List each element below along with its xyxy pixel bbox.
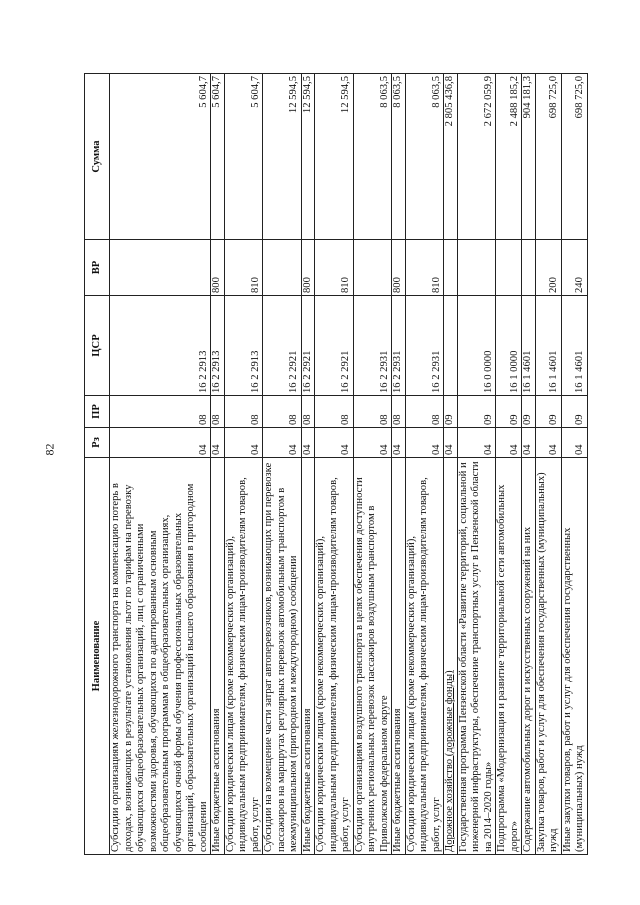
row-name: Иные бюджетные ассигнования: [392, 458, 406, 855]
row-vr: [110, 240, 211, 296]
row-pr: 08: [405, 396, 444, 428]
row-pr: 09: [496, 396, 522, 428]
row-rz: 04: [444, 428, 458, 458]
row-vr: [263, 240, 302, 296]
page-number: 82: [42, 443, 57, 456]
row-rz: 04: [315, 428, 354, 458]
row-pr: 08: [263, 396, 302, 428]
row-sum: 8 063,5: [405, 74, 444, 240]
table-row: [535, 74, 561, 855]
row-pr: 09: [457, 396, 496, 428]
row-csr: 16 2 2913: [110, 296, 211, 396]
row-name: Субсидии на возмещение части затрат автоперевозчиков, возникающих при перевозке пассажиров на маршрутах регулярных перевозок автомобильным транспортом в межмуниципальном (пригородном и междугородном) сообщении: [263, 458, 302, 855]
row-csr: 16 2 2913: [211, 296, 225, 396]
row-rz: 04: [392, 428, 406, 458]
row-name: Иные бюджетные ассигнования: [211, 458, 225, 855]
row-rz: 04: [535, 428, 561, 458]
row-csr: 16 2 2931: [392, 296, 406, 396]
row-sum: 12 594,5: [263, 74, 302, 240]
table-row: [224, 74, 263, 855]
row-rz: 04: [110, 428, 211, 458]
row-sum: 8 063,5: [353, 74, 392, 240]
row-name: Иные бюджетные ассигнования: [301, 458, 315, 855]
row-pr: 09: [444, 396, 458, 428]
table-row: [353, 74, 392, 855]
row-name: Иные закупки товаров, работ и услуг для обеспечения государственных (муниципальных) нужд: [561, 458, 587, 855]
row-name: Дорожное хозяйство (дорожные фонды): [444, 458, 458, 855]
row-pr: 09: [561, 396, 587, 428]
row-vr: 800: [211, 240, 225, 296]
row-pr: 08: [353, 396, 392, 428]
row-vr: 240: [561, 240, 587, 296]
row-csr: 16 2 2921: [263, 296, 302, 396]
header-rz: Рз: [85, 428, 110, 458]
row-name: Закупка товаров, работ и услуг для обеспечения государственных (муниципальных) нужд: [535, 458, 561, 855]
table-row: [444, 74, 458, 855]
row-vr: [353, 240, 392, 296]
row-csr: 16 1 4601: [535, 296, 561, 396]
row-rz: 04: [211, 428, 225, 458]
row-csr: 16 1 4601: [561, 296, 587, 396]
row-name: Государственная программа Пензенской области «Развитие территорий, социальной и инженерной инфраструктуры, обеспечение транспортных услуг в Пензенской области на 2014–2020 годы»: [457, 458, 496, 855]
row-name: Подпрограмма «Модернизация и развитие территориальной сети автомобильных дорог»: [496, 458, 522, 855]
table-row: [301, 74, 315, 855]
row-rz: 04: [561, 428, 587, 458]
row-rz: 04: [301, 428, 315, 458]
table-row: [405, 74, 444, 855]
row-rz: 04: [263, 428, 302, 458]
row-name: Субсидии юридическим лицам (кроме некоммерческих организаций), индивидуальным предпринимателям, физическим лицам-производителям товаров, работ, услуг: [315, 458, 354, 855]
row-sum: 2 488 185,2: [496, 74, 522, 240]
table-body: [110, 74, 588, 855]
row-vr: [522, 240, 536, 296]
row-sum: 698 725,0: [535, 74, 561, 240]
header-pr: ПР: [85, 396, 110, 428]
row-pr: 08: [224, 396, 263, 428]
header-sum: Сумма: [85, 74, 110, 240]
table-header-row: [85, 74, 110, 855]
row-vr: [496, 240, 522, 296]
row-sum: 698 725,0: [561, 74, 587, 240]
row-vr: [444, 240, 458, 296]
row-rz: 04: [496, 428, 522, 458]
table-row: [110, 74, 211, 855]
table-row: [211, 74, 225, 855]
row-pr: 09: [535, 396, 561, 428]
row-name: Субсидии юридическим лицам (кроме некоммерческих организаций), индивидуальным предпринимателям, физическим лицам-производителям товаров, работ, услуг: [224, 458, 263, 855]
row-csr: 16 2 2921: [315, 296, 354, 396]
row-vr: 810: [405, 240, 444, 296]
row-csr: 16 2 2921: [301, 296, 315, 396]
row-vr: 810: [224, 240, 263, 296]
row-sum: 5 604,7: [224, 74, 263, 240]
row-name: Субсидии юридическим лицам (кроме некоммерческих организаций), индивидуальным предпринимателям, физическим лицам-производителям товаров, работ, услуг: [405, 458, 444, 855]
row-sum: 8 063,5: [392, 74, 406, 240]
header-csr: ЦСР: [85, 296, 110, 396]
row-pr: 09: [522, 396, 536, 428]
table-row: [457, 74, 496, 855]
row-pr: 08: [315, 396, 354, 428]
row-name: Субсидии организациям железнодорожного транспорта на компенсацию потерь в доходах, возникающих в результате установления льгот по тарифам на перевозку обучающихся общеобразовательных организаций, лиц с ограниченными возможностями здоровья, обучающихся по адаптированным основным общеобразовательным программам в общеобразовательных организациях, обучающихся очной формы обучения профессиональных образовательных организаций, образовательных организаций высшего образования в пригородном сообщении: [110, 458, 211, 855]
table-row: [263, 74, 302, 855]
row-csr: 16 1 0000: [496, 296, 522, 396]
row-name: Субсидии организациям воздушного транспорта в целях обеспечения доступности внутренних региональных перевозок пассажиров воздушным транспортом в Приволжском федеральном округе: [353, 458, 392, 855]
table-row: [522, 74, 536, 855]
row-vr: 810: [315, 240, 354, 296]
row-vr: [457, 240, 496, 296]
row-rz: 04: [522, 428, 536, 458]
row-sum: 12 594,5: [315, 74, 354, 240]
row-sum: 12 594,5: [301, 74, 315, 240]
row-pr: 08: [301, 396, 315, 428]
header-name: Наименование: [85, 458, 110, 855]
header-vr: ВР: [85, 240, 110, 296]
row-name: Содержание автомобильных дорог и искусственных сооружений на них: [522, 458, 536, 855]
table-row: [392, 74, 406, 855]
row-csr: 16 0 0000: [457, 296, 496, 396]
row-pr: 08: [392, 396, 406, 428]
row-sum: 2 672 059,9: [457, 74, 496, 240]
budget-table: [84, 73, 588, 855]
row-pr: 08: [211, 396, 225, 428]
row-sum: 5 604,7: [110, 74, 211, 240]
row-pr: 08: [110, 396, 211, 428]
row-vr: 800: [392, 240, 406, 296]
row-sum: 904 181,3: [522, 74, 536, 240]
table-row: [561, 74, 587, 855]
row-rz: 04: [405, 428, 444, 458]
row-csr: 16 1 4601: [522, 296, 536, 396]
row-rz: 04: [457, 428, 496, 458]
row-csr: [444, 296, 458, 396]
row-vr: 200: [535, 240, 561, 296]
row-rz: 04: [353, 428, 392, 458]
table-row: [496, 74, 522, 855]
row-csr: 16 2 2913: [224, 296, 263, 396]
row-csr: 16 2 2931: [405, 296, 444, 396]
row-sum: 2 805 436,8: [444, 74, 458, 240]
row-csr: 16 2 2931: [353, 296, 392, 396]
table-row: [315, 74, 354, 855]
row-rz: 04: [224, 428, 263, 458]
row-vr: 800: [301, 240, 315, 296]
row-sum: 5 604,7: [211, 74, 225, 240]
